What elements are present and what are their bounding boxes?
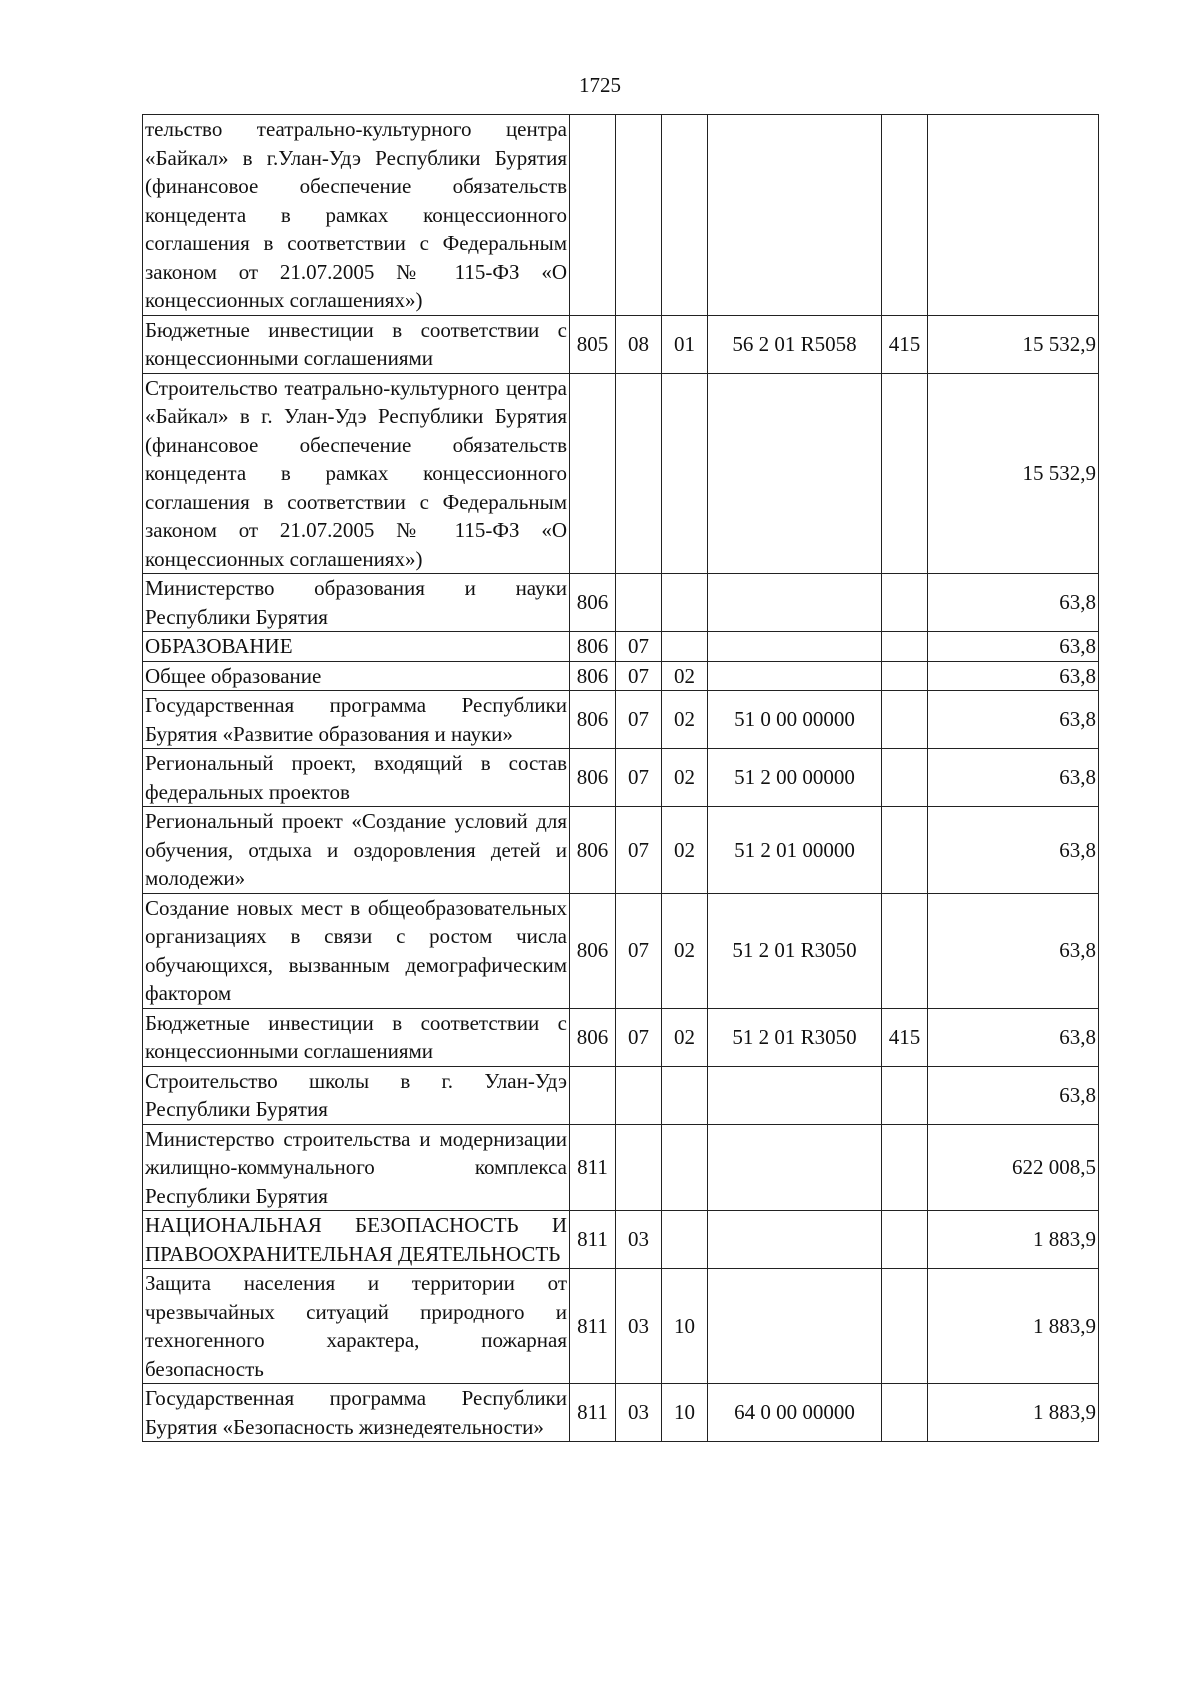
page-number: 1725 [579,73,621,97]
target-article-cell [708,661,882,691]
target-article-cell [708,574,882,632]
ministry-code-cell: 811 [570,1269,616,1384]
target-article-cell: 51 2 00 00000 [708,749,882,807]
amount-cell: 63,8 [928,691,1099,749]
row-name-cell: Строительство школы в г. Улан-Удэ Республики Бурятия [143,1066,570,1124]
row-name-cell: Строительство театрально-культурного центра «Байкал» в г. Улан-Удэ Республики Бурятия (финансовое обеспечение обязательств концедента в рамках концессионного соглашения в соответствии с Федеральным законом от 21.07.2005 № 115-ФЗ «О концессионных соглашениях») [143,373,570,574]
target-article-cell [708,1124,882,1211]
ministry-code-cell: 806 [570,574,616,632]
ministry-code-cell: 806 [570,691,616,749]
row-name-cell: Бюджетные инвестиции в соответствии с концессионными соглашениями [143,315,570,373]
amount-cell: 63,8 [928,661,1099,691]
ministry-code-cell [570,115,616,316]
ministry-code-cell: 806 [570,1008,616,1066]
amount-cell: 1 883,9 [928,1211,1099,1269]
section-code-cell: 07 [616,661,662,691]
amount-cell: 1 883,9 [928,1269,1099,1384]
expense-type-cell [882,661,928,691]
section-code-cell [616,574,662,632]
subsection-code-cell: 02 [662,661,708,691]
amount-cell: 63,8 [928,632,1099,662]
subsection-code-cell: 02 [662,807,708,894]
row-name-cell: НАЦИОНАЛЬНАЯ БЕЗОПАСНОСТЬ И ПРАВООХРАНИТЕЛЬНАЯ ДЕЯТЕЛЬНОСТЬ [143,1211,570,1269]
target-article-cell: 51 0 00 00000 [708,691,882,749]
target-article-cell [708,632,882,662]
expense-type-cell [882,691,928,749]
ministry-code-cell: 806 [570,632,616,662]
row-name-cell: Министерство строительства и модернизации жилищно-коммунального комплекса Республики Бурятия [143,1124,570,1211]
amount-cell: 63,8 [928,574,1099,632]
amount-cell: 63,8 [928,1066,1099,1124]
subsection-code-cell: 02 [662,893,708,1008]
subsection-code-cell [662,115,708,316]
amount-cell: 15 532,9 [928,373,1099,574]
subsection-code-cell: 10 [662,1269,708,1384]
subsection-code-cell: 02 [662,691,708,749]
table-row [143,373,1099,574]
target-article-cell: 51 2 01 00000 [708,807,882,894]
ministry-code-cell: 806 [570,893,616,1008]
table-row [143,1384,1099,1442]
amount-cell: 63,8 [928,807,1099,894]
table-row [143,1211,1099,1269]
target-article-cell [708,1269,882,1384]
subsection-code-cell: 10 [662,1384,708,1442]
row-name-cell: Государственная программа Республики Бурятия «Развитие образования и науки» [143,691,570,749]
row-name-cell: Бюджетные инвестиции в соответствии с концессионными соглашениями [143,1008,570,1066]
table-row [143,1066,1099,1124]
budget-table [142,114,1099,1442]
target-article-cell [708,373,882,574]
section-code-cell: 07 [616,1008,662,1066]
section-code-cell [616,115,662,316]
expense-type-cell [882,574,928,632]
ministry-code-cell: 811 [570,1124,616,1211]
row-name-cell: Создание новых мест в общеобразовательных организациях в связи с ростом числа обучающихся, вызванным демографическим фактором [143,893,570,1008]
row-name-cell: Министерство образования и науки Республики Бурятия [143,574,570,632]
expense-type-cell [882,749,928,807]
table-row [143,574,1099,632]
expense-type-cell [882,807,928,894]
table-row [143,691,1099,749]
target-article-cell [708,115,882,316]
target-article-cell [708,1211,882,1269]
target-article-cell: 56 2 01 R5058 [708,315,882,373]
section-code-cell: 07 [616,807,662,894]
section-code-cell: 03 [616,1269,662,1384]
target-article-cell: 64 0 00 00000 [708,1384,882,1442]
section-code-cell: 07 [616,749,662,807]
table-row [143,315,1099,373]
amount-cell: 622 008,5 [928,1124,1099,1211]
expense-type-cell [882,1211,928,1269]
budget-table-body [143,115,1099,1442]
target-article-cell [708,1066,882,1124]
expense-type-cell [882,1066,928,1124]
expense-type-cell [882,115,928,316]
row-name-cell: Региональный проект, входящий в состав федеральных проектов [143,749,570,807]
section-code-cell: 07 [616,632,662,662]
ministry-code-cell [570,373,616,574]
table-row [143,1124,1099,1211]
expense-type-cell [882,1124,928,1211]
subsection-code-cell [662,574,708,632]
expense-type-cell [882,632,928,662]
row-name-cell: Государственная программа Республики Бурятия «Безопасность жизнедеятельности» [143,1384,570,1442]
section-code-cell: 03 [616,1384,662,1442]
amount-cell: 15 532,9 [928,315,1099,373]
subsection-code-cell: 01 [662,315,708,373]
target-article-cell: 51 2 01 R3050 [708,893,882,1008]
subsection-code-cell [662,373,708,574]
expense-type-cell [882,1384,928,1442]
subsection-code-cell: 02 [662,749,708,807]
row-name-cell: Региональный проект «Создание условий для обучения, отдыха и оздоровления детей и молодежи» [143,807,570,894]
table-row [143,1269,1099,1384]
amount-cell: 63,8 [928,1008,1099,1066]
row-name-cell: тельство театрально-культурного центра «Байкал» в г.Улан-Удэ Республики Бурятия (финансовое обеспечение обязательств концедента в рамках концессионного соглашения в соответствии с Федеральным законом от 21.07.2005 № 115-ФЗ «О концессионных соглашениях») [143,115,570,316]
expense-type-cell: 415 [882,1008,928,1066]
expense-type-cell: 415 [882,315,928,373]
expense-type-cell [882,373,928,574]
ministry-code-cell: 806 [570,807,616,894]
section-code-cell: 07 [616,893,662,1008]
section-code-cell [616,373,662,574]
subsection-code-cell [662,1211,708,1269]
section-code-cell [616,1066,662,1124]
table-row [143,632,1099,662]
expense-type-cell [882,1269,928,1384]
subsection-code-cell [662,1124,708,1211]
table-row [143,749,1099,807]
subsection-code-cell [662,632,708,662]
table-row [143,661,1099,691]
ministry-code-cell [570,1066,616,1124]
amount-cell: 63,8 [928,749,1099,807]
section-code-cell: 03 [616,1211,662,1269]
table-row [143,115,1099,316]
ministry-code-cell: 806 [570,749,616,807]
ministry-code-cell: 811 [570,1384,616,1442]
subsection-code-cell [662,1066,708,1124]
table-row [143,1008,1099,1066]
row-name-cell: Защита населения и территории от чрезвычайных ситуаций природного и техногенного характера, пожарная безопасность [143,1269,570,1384]
amount-cell [928,115,1099,316]
target-article-cell: 51 2 01 R3050 [708,1008,882,1066]
subsection-code-cell: 02 [662,1008,708,1066]
ministry-code-cell: 811 [570,1211,616,1269]
table-row [143,893,1099,1008]
ministry-code-cell: 806 [570,661,616,691]
section-code-cell: 07 [616,691,662,749]
amount-cell: 1 883,9 [928,1384,1099,1442]
table-row [143,807,1099,894]
row-name-cell: ОБРАЗОВАНИЕ [143,632,570,662]
section-code-cell [616,1124,662,1211]
ministry-code-cell: 805 [570,315,616,373]
amount-cell: 63,8 [928,893,1099,1008]
row-name-cell: Общее образование [143,661,570,691]
expense-type-cell [882,893,928,1008]
section-code-cell: 08 [616,315,662,373]
